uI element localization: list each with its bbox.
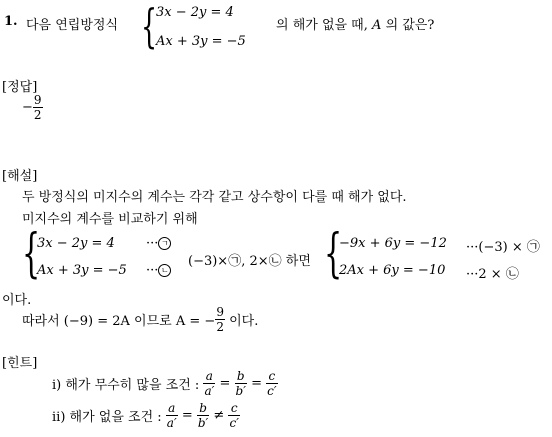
sys2-eq2: 2Ax + 6y = −10 bbox=[339, 263, 446, 278]
solution-middle: (−3)×㉠, 2×㉡ 하면 bbox=[188, 254, 311, 269]
hint-none bbox=[52, 402, 240, 429]
hint-ii-frac-c bbox=[228, 402, 239, 429]
system-brace: { bbox=[141, 0, 158, 53]
hint-i-frac-b bbox=[235, 370, 247, 397]
system2-brace: { bbox=[324, 224, 343, 284]
sys1-eq2: Ax + 3y = −5 bbox=[37, 263, 127, 278]
problem-number: 1. bbox=[4, 14, 18, 29]
answer-sign: − bbox=[22, 100, 33, 115]
sys2-note2: ···2 × ㉡ bbox=[466, 267, 519, 282]
line4-pre: 따라서 (−9) = 2A 이므로 A = − bbox=[22, 314, 216, 329]
solution-line1: 두 방정식의 미지수의 계수는 각각 같고 상수항이 다를 때 해가 없다. bbox=[22, 190, 407, 205]
question-var: A bbox=[372, 18, 382, 33]
circle-ieung-label: ㄱ bbox=[158, 237, 171, 250]
frac-a-num: a bbox=[203, 370, 215, 384]
solution-heading: [해설] bbox=[2, 169, 38, 184]
hint-heading: [힌트] bbox=[2, 356, 38, 371]
frac-b-den: b′ bbox=[197, 416, 209, 430]
line4-post: 이다. bbox=[229, 314, 259, 329]
sys1-eq1: 3x − 2y = 4 bbox=[37, 236, 115, 251]
frac-b-num: b bbox=[197, 402, 209, 416]
circle-nieun-label: ㄴ bbox=[158, 264, 171, 277]
line4-den: 2 bbox=[216, 320, 224, 334]
question-pre: 의 해가 없을 때, bbox=[276, 18, 368, 33]
hint-i-eq1: = bbox=[219, 376, 231, 391]
hint-i-eq2: = bbox=[251, 376, 262, 391]
frac-c-num: c bbox=[266, 370, 277, 384]
answer-fraction bbox=[33, 94, 43, 121]
hint-ii-frac-a bbox=[166, 402, 178, 429]
frac-c-den: c′ bbox=[229, 416, 239, 430]
frac-b-num: b bbox=[235, 370, 247, 384]
hint-i-label: ⅰ) 해가 무수히 많을 조건 : bbox=[52, 378, 200, 393]
answer-heading: [정답] bbox=[2, 80, 38, 95]
answer-value bbox=[22, 94, 43, 121]
sys1-mark1 bbox=[146, 236, 171, 251]
frac-a-den: a′ bbox=[204, 384, 215, 398]
hint-ii-eq: = bbox=[181, 408, 193, 423]
sys1-dots2: ··· bbox=[146, 263, 159, 278]
answer-num: 9 bbox=[33, 93, 42, 107]
hint-i-frac-c bbox=[266, 370, 277, 397]
hint-i-frac-a bbox=[203, 370, 215, 397]
frac-a-den: a′ bbox=[166, 416, 177, 430]
frac-a-num: a bbox=[166, 402, 178, 416]
hint-ii-label: ⅱ) 해가 없을 조건 : bbox=[52, 410, 162, 425]
problem-lead: 다음 연립방정식 bbox=[26, 18, 119, 33]
problem-question bbox=[276, 14, 434, 33]
problem-eq1: 3x − 2y = 4 bbox=[156, 5, 234, 20]
hint-infinite bbox=[52, 370, 278, 397]
frac-c-den: c′ bbox=[267, 384, 277, 398]
sys2-note1: ···(−3) × ㉠ bbox=[466, 240, 540, 255]
frac-b-den: b′ bbox=[235, 384, 246, 398]
problem-eq2: Ax + 3y = −5 bbox=[156, 34, 246, 49]
system1-brace: { bbox=[22, 224, 41, 284]
sys2-eq1: −9x + 6y = −12 bbox=[339, 236, 447, 251]
line4-num: 9 bbox=[216, 305, 224, 319]
sys1-dots1: ··· bbox=[146, 236, 159, 251]
answer-den: 2 bbox=[33, 108, 42, 122]
sys1-mark2 bbox=[146, 263, 171, 278]
hint-ii-frac-b bbox=[197, 402, 209, 429]
solution-line2: 미지수의 계수를 비교하기 위해 bbox=[22, 212, 198, 227]
question-post: 의 값은? bbox=[385, 18, 435, 33]
solution-line3: 이다. bbox=[2, 293, 32, 308]
line4-fraction bbox=[215, 306, 225, 333]
frac-c-num: c bbox=[228, 402, 239, 416]
hint-ii-neq: ≠ bbox=[213, 408, 225, 423]
solution-line4 bbox=[22, 306, 258, 333]
